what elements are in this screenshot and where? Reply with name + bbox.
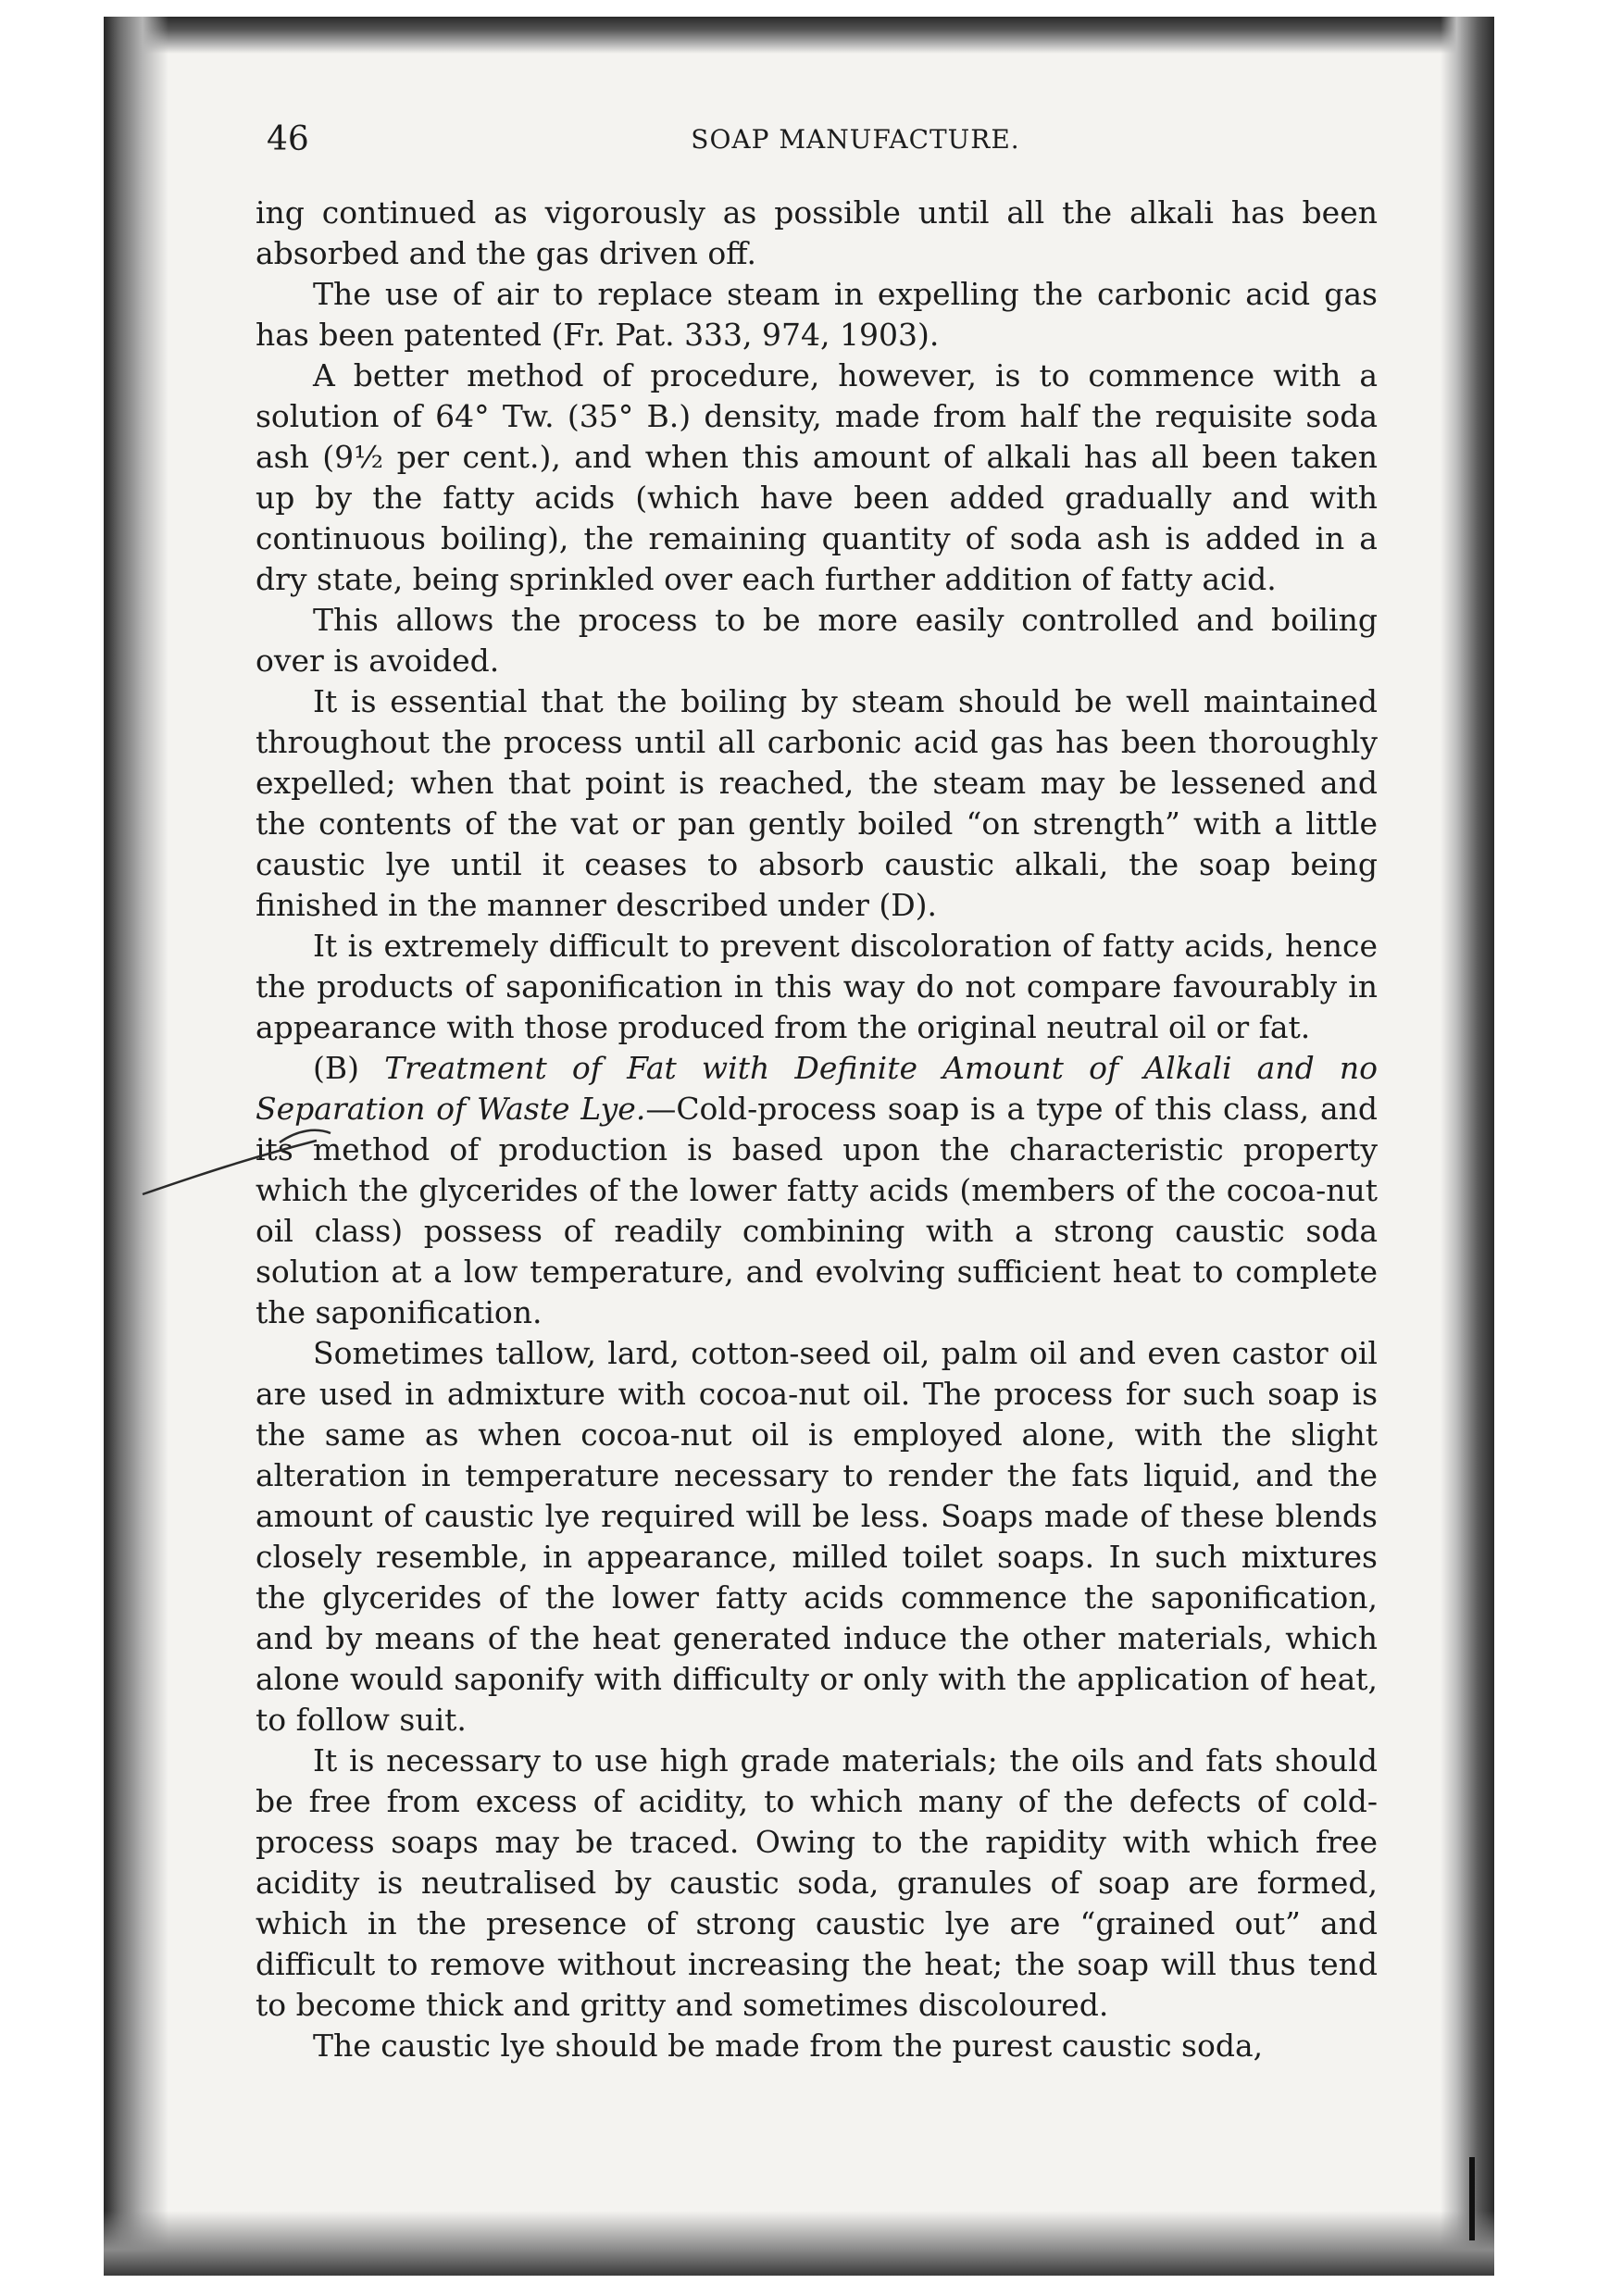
paragraph-8: It is necessary to use high grade materials; the oils and fats should be free from excess of acidity, to which many of the defects of cold-process soaps may be traced. Owing to the rapidity with which free acidity is neutralised by caustic soda, granules of soap are formed, which in the presence of strong caustic lye are “grained out” and difficult to remove without increasing the heat; the soap will thus tend to become thick and gritty and sometimes discoloured. <box>256 1742 1378 2023</box>
paragraph-4: This allows the process to be more easily controlled and boiling over is avoided. <box>256 602 1378 679</box>
scan-edge-right <box>1441 17 1494 2276</box>
body-text <box>256 193 1378 2066</box>
paragraph-5: It is essential that the boiling by steam should be well maintained throughout the process until all carbonic acid gas has been thoroughly expelled; when that point is reached, the steam may be lessened and the contents of the vat or pan gently boiled “on strength” with a little caustic lye until it ceases to absorb caustic alkali, the soap being finished in the manner described under (D). <box>256 683 1378 923</box>
paragraph-6: It is extremely difficult to prevent discoloration of fatty acids, hence the products of saponification in this way do not compare favourably in appearance with those produced from the original neutral oil or fat. <box>256 928 1378 1045</box>
paragraph-1: ing continued as vigorously as possible until all the alkali has been absorbed and the gas driven off. <box>256 194 1378 271</box>
paragraph-9: The caustic lye should be made from the purest caustic soda, <box>313 2028 1264 2064</box>
scan-edge-left <box>104 17 168 2276</box>
section-b-paragraph <box>256 1048 1378 1333</box>
section-b-body: —Cold-process soap is a type of this class, and its method of production is based upon the characteristic property which the glycerides of the lower fatty acids (members of the cocoa-nut oil class) possess of readily combining with a strong caustic soda solution at a low temperature, and evolving sufficient heat to complete the saponification. <box>256 1091 1378 1330</box>
book-page <box>243 0 1391 2296</box>
section-b-label: (B) <box>313 1050 385 1086</box>
running-title: SOAP MANUFACTURE. <box>691 124 1020 155</box>
paragraph-2: The use of air to replace steam in expelling the carbonic acid gas has been patented (Fr. Pat. 333, 974, 1903). <box>256 276 1378 353</box>
paragraph-7: Sometimes tallow, lard, cotton-seed oil, palm oil and even castor oil are used in admixture with cocoa-nut oil. The process for such soap is the same as when cocoa-nut oil is employed alone, with the slight alteration in temperature necessary to render the fats liquid, and the amount of caustic lye required will be less. Soaps made of these blends closely resemble, in appearance, milled toilet soaps. In such mixtures the glycerides of the lower fatty acids commence the saponification, and by means of the heat generated induce the other materials, which alone would saponify with difficulty or only with the application of heat, to follow suit. <box>256 1335 1378 1738</box>
running-head <box>254 120 1383 161</box>
paragraph-3: A better method of procedure, however, is to commence with a solution of 64° Tw. (35° B.) density, made from half the requisite soda ash (9½ per cent.), and when this amount of alkali has all been taken up by the fatty acids (which have been added gradually and with continuous boiling), the remaining quantity of soda ash is added in a dry state, being sprinkled over each further addition of fatty acid. <box>256 357 1378 597</box>
margin-mark-right <box>1463 2157 1481 2240</box>
section-b-title: Treatment of Fat with Definite Amount of Alkali and no Separation of Waste Lye. <box>256 1050 1378 1127</box>
page-number: 46 <box>267 120 309 158</box>
